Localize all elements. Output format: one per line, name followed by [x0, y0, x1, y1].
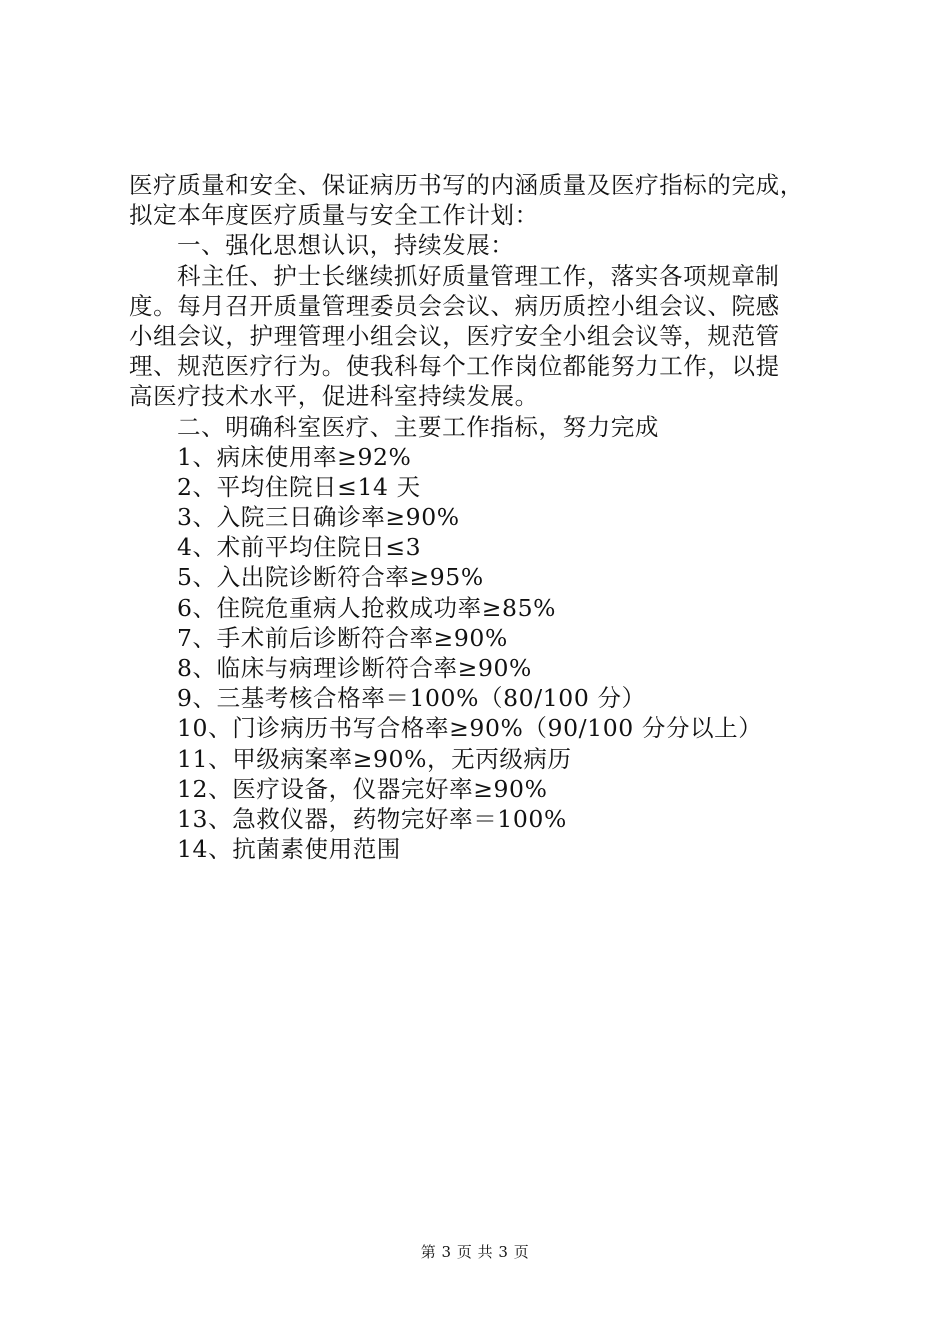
text-line: 12、医疗设备，仪器完好率≥90%	[177, 774, 548, 803]
text-line: 11、甲级病案率≥90%，无丙级病历	[177, 744, 572, 773]
text-line: 科主任、护士长继续抓好质量管理工作，落实各项规章制	[177, 261, 780, 290]
text-line: 4、术前平均住院日≤3	[177, 533, 422, 562]
document-body	[129, 170, 839, 864]
text-line: 10、门诊病历书写合格率≥90%（90/100 分分以上）	[177, 714, 763, 743]
text-line: 7、手术前后诊断符合率≥90%	[177, 623, 508, 652]
text-line: 13、急救仪器，药物完好率＝100%	[177, 804, 567, 833]
text-line: 5、入出院诊断符合率≥95%	[177, 563, 484, 592]
text-line: 一、强化思想认识，持续发展：	[177, 231, 515, 260]
text-line: 3、入院三日确诊率≥90%	[177, 503, 460, 532]
text-line: 医疗质量和安全、保证病历书写的内涵质量及医疗指标的完成，	[129, 171, 804, 199]
text-line: 1、病床使用率≥92%	[177, 442, 412, 471]
text-line: 理、规范医疗行为。使我科每个工作岗位都能努力工作，以提	[129, 352, 780, 381]
text-line: 二、明确科室医疗、主要工作指标，努力完成	[177, 412, 659, 441]
text-line: 6、住院危重病人抢救成功率≥85%	[177, 593, 557, 622]
text-line: 8、临床与病理诊断符合率≥90%	[177, 654, 532, 682]
text-line: 2、平均住院日≤14 天	[177, 472, 421, 501]
text-line: 度。每月召开质量管理委员会会议、病历质控小组会议、院感	[129, 291, 780, 320]
text-line: 小组会议，护理管理小组会议，医疗安全小组会议等，规范管	[129, 321, 780, 350]
text-line: 高医疗技术水平，促进科室持续发展。	[129, 382, 539, 411]
text-line: 9、三基考核合格率＝100%（80/100 分）	[177, 684, 646, 713]
page-footer: 第 3 页 共 3 页	[420, 1243, 530, 1261]
text-line: 14、抗菌素使用范围	[177, 835, 401, 864]
text-line: 拟定本年度医疗质量与安全工作计划：	[129, 201, 539, 230]
